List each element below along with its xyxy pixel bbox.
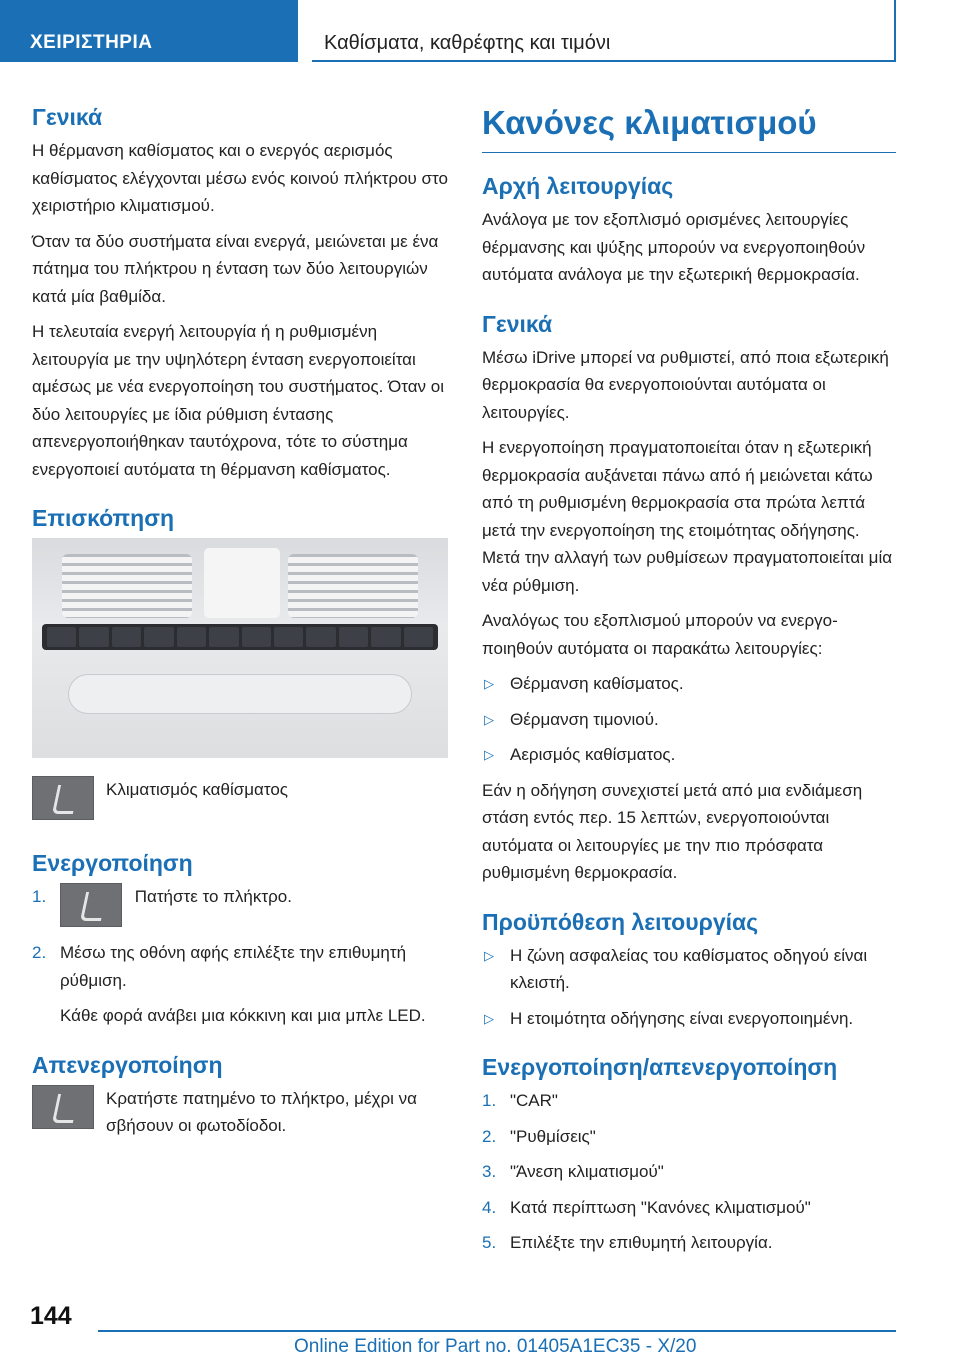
triangle-bullet-icon: ▷ [484,747,494,762]
right-air-vent [288,554,418,618]
chapter-title: Καθίσματα, καθρέφτης και τιμόνι [312,0,896,62]
list-item: ▷ Η ετοιμότητα οδήγησης είναι ενεργοποιημένη. [482,1005,896,1033]
general-paragraph-2: Όταν τα δύο συστήματα είναι ενεργά, μειώνεται με ένα πάτημα του πλήκτρου η ένταση των δύο λειτουργιών κατά μία βαθμίδα. [32,231,439,306]
triangle-bullet-icon: ▷ [484,947,494,963]
list-item: 4. Κατά περίπτωση "Κανόνες κλιματισμού" [482,1197,811,1217]
deactivation-heading: Απενεργοποίηση [32,1051,223,1078]
onoff-heading: Ενεργοποίηση/απενεργοποίηση [482,1054,838,1080]
activation-steps [32,883,448,994]
general-paragraph-1: Η θέρμανση καθίσματος και ο ενεργός αερισμός καθίσματος ελέγχονται μέσω ενός κοινού πλήκτρου στο χειριστήριο κλιματισμού. [32,141,448,215]
seat-ventilation-icon [60,883,122,927]
left-air-vent [62,554,192,618]
overview-heading: Επισκόπηση [32,505,174,531]
triangle-bullet-icon: ▷ [484,676,494,691]
deactivation-text: Κρατήστε πατημένο το πλήκτρο, μέχρι να σβήσουν οι φωτοδίοδοι. [106,1088,417,1135]
footer-edition: Online Edition for Part no. 01405A1EC35 - X/20 [294,1336,697,1357]
general-right-paragraph-3: Αναλόγως του εξοπλισμού μπορούν να ενεργοποιηθούν αυτόματα οι παρακάτω λειτουργίες: [482,611,838,658]
activation-heading: Ενεργοποίηση [32,850,193,876]
page-number: 144 [30,1302,72,1330]
list-item: ▷ Η ζώνη ασφαλείας του καθίσματος οδηγού είναι κλειστή. [482,942,896,997]
general-right-paragraph-1: Μέσω iDrive μπορεί να ρυθμιστεί, από ποια εξωτερική θερμοκρασία θα ενεργοποιούνται αυτόματα οι λειτουργίες. [482,347,889,422]
left-column [32,104,448,1156]
principle-heading: Αρχή λειτουργίας [482,173,674,199]
right-column [482,104,896,1265]
list-item: ▷ Θέρμανση καθίσματος. [482,670,896,698]
list-item: 5. Επιλέξτε την επιθυμητή λειτουργία. [482,1233,773,1252]
center-panel [204,548,280,618]
general-heading-right: Γενικά [482,310,553,337]
footer-divider [98,1330,896,1332]
list-item: ▷ Θέρμανση τιμονιού. [482,706,896,734]
list-item: 3. "Άνεση κλιματισμού" [482,1162,664,1181]
general-heading-left: Γενικά [32,104,103,130]
step-number: 1. [32,887,47,906]
seat-ventilation-icon [32,776,94,820]
seat-ventilation-icon [32,1085,94,1129]
prerequisite-list [482,942,896,1033]
step-number: 2. [32,943,47,962]
function-list [482,670,896,769]
list-item: 2. "Ρυθμίσεις" [482,1126,596,1146]
step-text: Μέσω της οθόνη αφής επιλέξτε την επιθυμητή ρύθμιση. [60,943,407,990]
dashboard-trim [68,674,412,714]
general-right-paragraph-2: Η ενεργοποίηση πραγματοποιείται όταν η εξωτερική θερμοκρασία αυξάνεται πάνω από ή μειώνεται κάτω από τη ρυθμισμένη θερμοκρασία στα πρώτα λεπτά μετά την ενεργοποίηση της ετοιμότητας οδήγησης. Μετά την αλλαγή των ρυθμίσεων πραγματοποιείται μία νέα ρύθμιση. [482,438,893,595]
overview-caption-row [32,776,448,820]
activation-note: Κάθε φορά ανάβει μια κόκκινη και μια μπλε LED. [60,1006,426,1025]
step-text: Πατήστε το πλήκτρο. [134,887,292,906]
main-heading: Κανόνες κλιματισμού [482,104,896,153]
general-paragraph-3: Η τελευταία ενεργή λειτουργία ή η ρυθμισμένη λειτουργία με την υψηλότερη ένταση ενεργοποιείται αμέσως με νέα ενεργοποίηση του συστήματος. Όταν οι δύο λειτουργίες με ίδια ρύθμιση έντασης απενεργοποιήθηκαν ταυτόχρονα, τότε το σύστημα ενεργοποιεί αυτόματα τη θέρμανση καθίσματος. [32,322,445,479]
climate-button-bar [42,624,438,650]
onoff-steps [482,1087,896,1257]
list-item [32,939,448,994]
list-item: ▷ Αερισμός καθίσματος. [482,741,896,769]
general-right-paragraph-4: Εάν η οδήγηση συνεχιστεί μετά από μια ενδιάμεση στάση εντός περ. 15 λεπτών, ενεργοποιούνται αυτόματα οι λειτουργίες με την πιο πρόσφατα ρυθμισμένη θερμοκρασία. [482,780,863,882]
deactivation-row [32,1085,448,1140]
triangle-bullet-icon: ▷ [484,1010,494,1026]
prerequisite-heading: Προϋπόθεση λειτουργίας [482,908,759,935]
climate-panel-photo [32,538,448,758]
section-tab: ΧΕΙΡΙΣΤΗΡΙΑ [0,0,298,62]
triangle-bullet-icon: ▷ [484,711,494,727]
overview-caption: Κλιματισμός καθίσματος [106,780,288,799]
list-item: 1. "CAR" [482,1091,558,1110]
list-item [32,883,448,931]
principle-paragraph: Ανάλογα με τον εξοπλισμό ορισμένες λειτουργίες θέρμανσης και ψύξης μπορούν να ενεργοποιηθούν αυτόματα ανάλογα με την εξωτερική θερμοκρασία. [482,210,866,284]
